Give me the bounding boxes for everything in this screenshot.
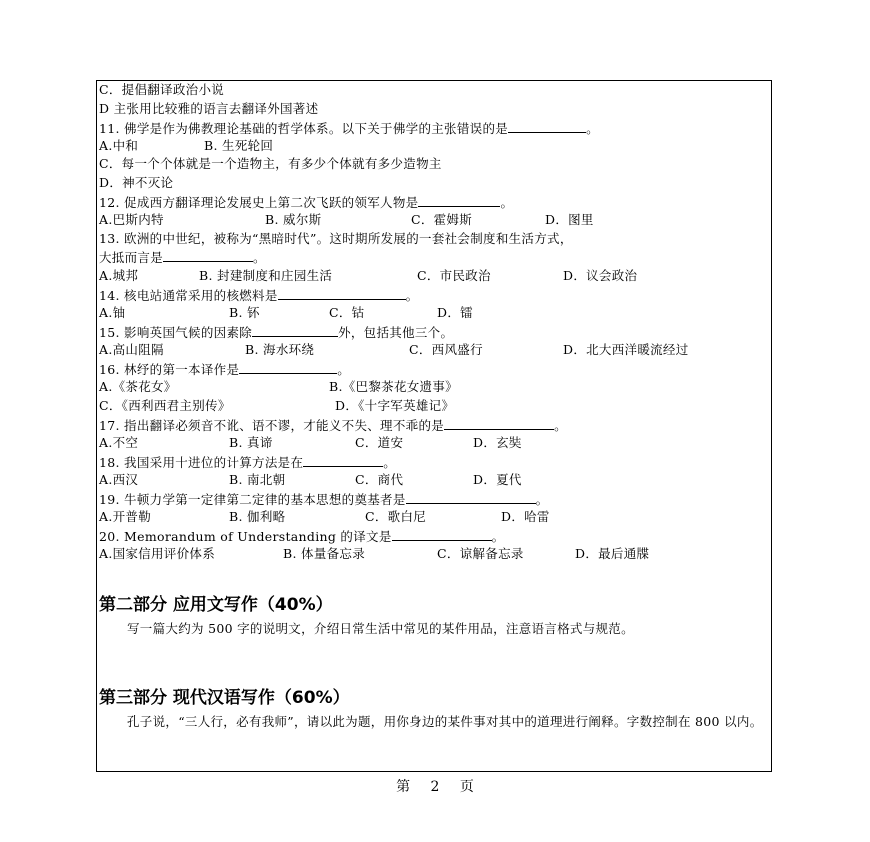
answer-blank: [252, 324, 338, 337]
question-14: 14. 核电站通常采用的核燃料是 。: [99, 288, 419, 303]
line-4: C．每一个个体就是一个造物主，有多少个体就有多少造物主: [99, 156, 442, 171]
options-15: A.高山阻隔 B. 海水环绕 C．西风盛行 D．北大西洋暖流经过: [99, 342, 689, 357]
question-19: 19. 牛顿力学第一定律第二定律的基本思想的奠基者是 。: [99, 492, 549, 507]
page-number: [0, 776, 870, 796]
options-16a: A.《茶花女》 B.《巴黎茶花女遗事》: [99, 379, 458, 394]
page-label-prefix: 第: [396, 779, 411, 795]
question-13-cont: 大抵而言是 。: [99, 250, 266, 265]
options-13: A.城邦 B. 封建制度和庄园生活 C．市民政治 D．议会政治: [99, 268, 638, 283]
options-16b: C．《西利西君主别传》 D．《十字军英雄记》: [99, 398, 455, 413]
question-13: 13. 欧洲的中世纪，被称为“黑暗时代”。这时期所发展的一套社会制度和生活方式，: [99, 231, 573, 246]
question-16: 16. 林纾的第一本译作是 。: [99, 362, 351, 377]
section-2-body: 写一篇大约为 500 字的说明文，介绍日常生活中常见的某件用品，注意语言格式与规范。: [127, 621, 634, 636]
question-11: 11. 佛学是作为佛教理论基础的哲学体系。以下关于佛学的主张错误的是 。: [99, 121, 599, 136]
answer-blank: [278, 287, 406, 300]
line-5: D．神不灭论: [99, 175, 174, 190]
section-3-heading: 第三部分 现代汉语写作（60%）: [99, 688, 350, 708]
options-20: A.国家信用评价体系 B. 体量备忘录 C．谅解备忘录 D．最后通牒: [99, 546, 650, 561]
options-19: A.开普勒 B. 伽利略 C．歌白尼 D．哈雷: [99, 509, 550, 524]
question-18: 18. 我国采用十进位的计算方法是在 。: [99, 455, 397, 470]
section-2-heading: 第二部分 应用文写作（40%）: [99, 595, 333, 615]
page-label-suffix: 页: [459, 779, 474, 795]
options-17: A.不空 B. 真谛 C．道安 D．玄奘: [99, 435, 522, 450]
options-14: A.铀 B. 钚 C．钴 D．镭: [99, 305, 473, 320]
question-20: 20. Memorandum of Understanding 的译文是 。: [99, 529, 505, 544]
page-number-value: 2: [430, 779, 440, 795]
options-12: A.巴斯内特 B. 威尔斯 C．霍姆斯 D．图里: [99, 212, 594, 227]
question-17: 17. 指出翻译必须音不讹、语不谬，才能义不失、理不乖的是 。: [99, 418, 567, 433]
line-1: D 主张用比较雅的语言去翻译外国著述: [99, 101, 319, 116]
question-15: 15. 影响英国气候的因素除 外，包括其他三个。: [99, 325, 454, 340]
answer-blank: [392, 528, 492, 541]
answer-blank: [508, 120, 586, 133]
answer-blank: [418, 194, 500, 207]
question-12: 12. 促成西方翻译理论发展史上第二次飞跃的领军人物是 。: [99, 195, 514, 210]
options-11a: A.中和 B. 生死轮回: [99, 138, 274, 153]
options-18: A.西汉 B. 南北朝 C．商代 D．夏代: [99, 472, 522, 487]
answer-blank: [239, 361, 337, 374]
answer-blank: [444, 417, 554, 430]
answer-blank: [406, 491, 536, 504]
answer-blank: [303, 454, 383, 467]
answer-blank: [163, 249, 253, 262]
section-3-body: 孔子说，“三人行，必有我师”，请以此为题，用你身边的某件事对其中的道理进行阐释。字数控制在 800 以内。: [127, 714, 763, 729]
line-0: C．提倡翻译政治小说: [99, 82, 225, 97]
